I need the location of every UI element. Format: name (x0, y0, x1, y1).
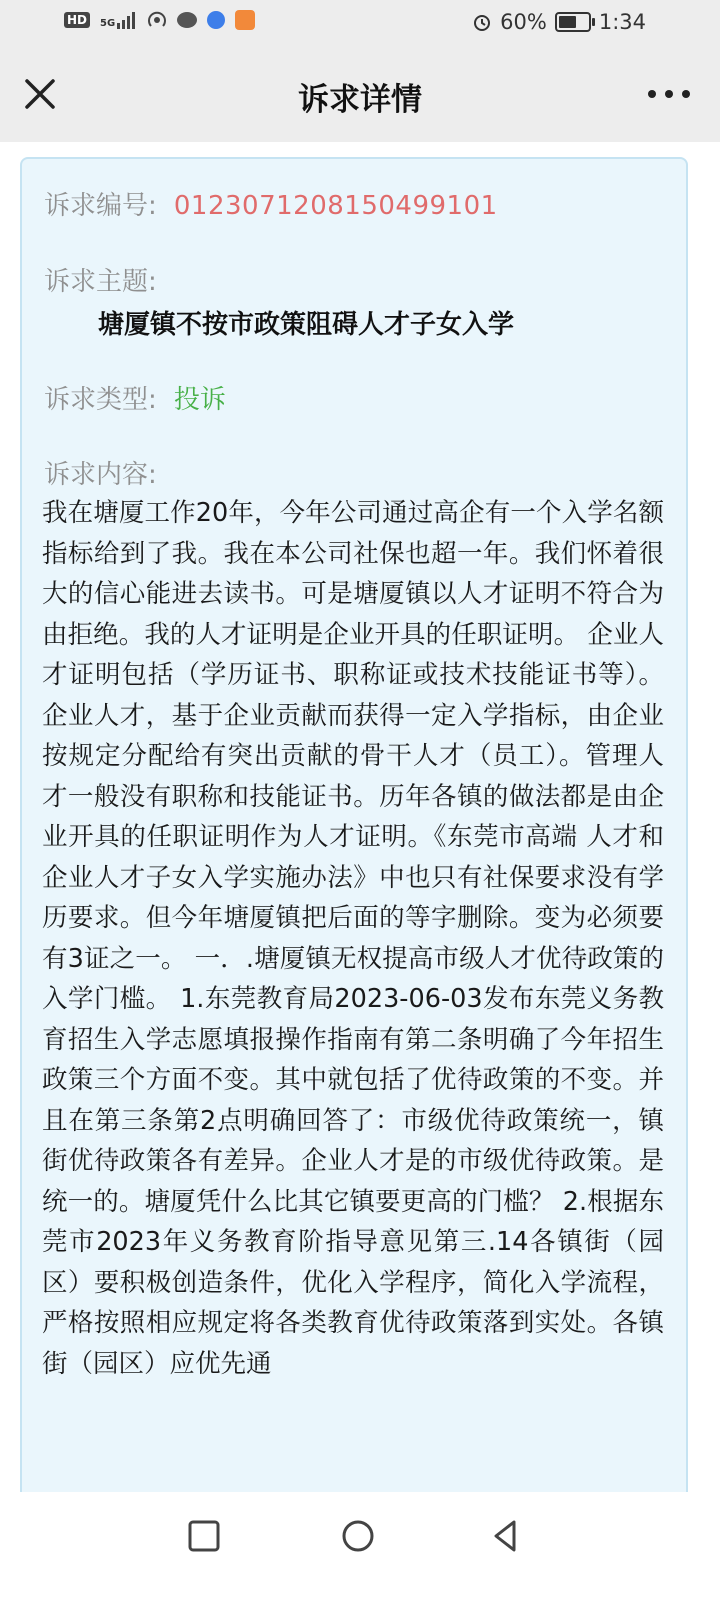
alarm-icon (472, 12, 492, 32)
subject-label: 诉求主题: (44, 267, 157, 297)
video-icon (235, 10, 255, 30)
more-icon[interactable] (644, 86, 694, 102)
content-text: 我在塘厦工作20年，今年公司通过高企有一个入学名额指标给到了我。我在本公司社保也超一年。我们怀着很大的信心能进去读书。可是塘厦镇以人才证明不符合为由拒绝。我的人才证明是企业开具的任职证明。 企业人才证明包括（学历证书、职称证或技术技能证书等）。企业人才，基于企业贡献而获得一定入学指标，由企业按规定分配给有突出贡献的骨干人才（员工）。管理人才一般没有职称和技能证书。历年各镇的做法都是由企业开具的任职证明作为人才证明。《东莞市高端 人才和企业人才子女入学实施办法》中也只有社保要求没有学历要求。但今年塘厦镇把后面的等字删除。变为必须要有3证之一。 一．.塘厦镇无权提高市级人才优待政策的入学门槛。 1.东莞教育局2023-06-03发布东莞义务教育招生入学志愿填报操作指南有第二条明确了今年招生政策三个方面不变。其中就包括了优待政策的不变。并且在第三条第2点明确回答了：市级优待政策统一，镇街优待政策各有差异。企业人才是的市级优待政策。是统一的。塘厦凭什么比其它镇要更高的门槛？ 2.根据东莞市2023年义务教育阶指导意见第三.14各镇街（园区）要积极创造条件，优化入学程序，简化入学流程，严格按照相应规定将各类教育优待政策落到实处。各镇街（园区）应优先通 (42, 498, 664, 1379)
number-row (44, 185, 664, 222)
header-bar (0, 46, 720, 142)
status-bar (0, 0, 720, 46)
content-label: 诉求内容: (44, 460, 157, 490)
page-title: 诉求详情 (298, 82, 422, 118)
status-icons-left (64, 10, 255, 30)
hotspot-icon (147, 10, 167, 30)
battery-fill (559, 16, 576, 28)
battery-percent: 60% (500, 10, 547, 34)
battery-tip (592, 18, 595, 26)
hd-icon: HD (64, 12, 90, 28)
number-value: 0123071208150499101 (173, 191, 498, 221)
type-value: 投诉 (173, 385, 226, 415)
home-icon[interactable] (336, 1514, 380, 1558)
recent-apps-icon[interactable] (182, 1514, 226, 1558)
signal-icon (100, 11, 137, 29)
back-icon[interactable] (484, 1514, 528, 1558)
browser-icon (207, 11, 225, 29)
battery-icon (555, 12, 591, 32)
subject-value: 塘厦镇不按市政策阻碍人才子女入学 (98, 310, 515, 340)
network-type: 5G (100, 18, 116, 29)
type-label: 诉求类型: (44, 385, 157, 415)
chat-icon (177, 12, 197, 28)
clock: 1:34 (598, 10, 646, 34)
detail-card (20, 157, 688, 1539)
system-nav-bar (0, 1492, 720, 1600)
number-label: 诉求编号: (44, 191, 157, 221)
status-icons-right (472, 10, 646, 34)
type-row (44, 379, 664, 416)
